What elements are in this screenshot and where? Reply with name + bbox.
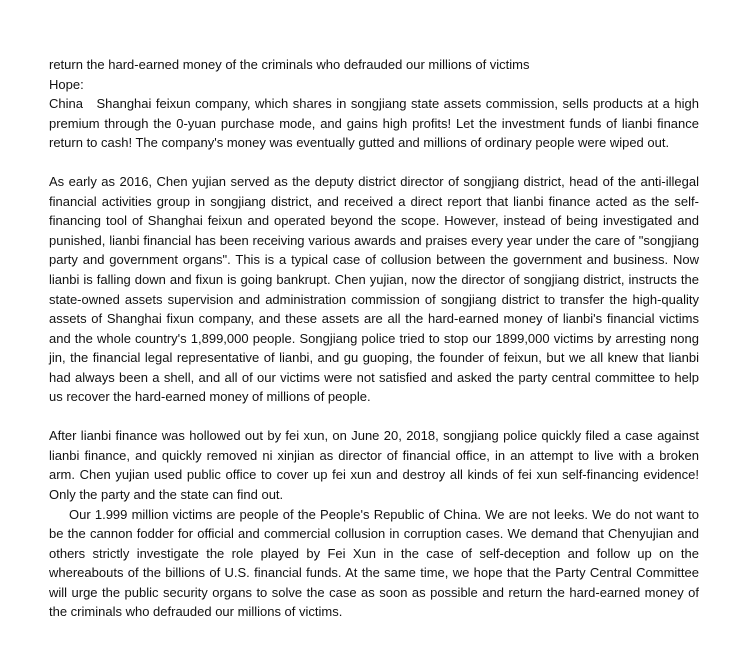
paragraph-spacer <box>49 153 699 173</box>
paragraph-police-case: After lianbi finance was hollowed out by fei xun, on June 20, 2018, songjiang police quickly filed a case against lianbi finance, and quickly removed ni xinjian as director of financial office, in an attempt to live with a broken arm. Chen yujian used public office to cover up fei xun and destroy all kinds of fei xun self-financing evidence! Only the party and the state can find out. <box>49 428 699 503</box>
document-body <box>49 55 699 622</box>
paragraph-spacer <box>49 407 699 427</box>
paragraph-feixun-summary: China Shanghai feixun company, which shares in songjiang state assets commission, sells products at a high premium through the 0-yuan purchase mode, and gains high profits! Let the investment funds of lianbi finance return to cash! The company's money was eventually gutted and millions of ordinary people were wiped out. <box>49 96 699 151</box>
paragraph-chen-yujian-background: As early as 2016, Chen yujian served as the deputy district director of songjiang district, head of the anti-illegal financial activities group in songjiang district, and received a direct report that lianbi finance acted as the self-financing tool of Shanghai feixun and operated beyond the scope. However, instead of being investigated and punished, lianbi financial has been receiving various awards and praises every year under the care of "songjiang party and government organs". This is a typical case of collusion between the government and business. Now lianbi is falling down and fixun is going bankrupt. Chen yujian, now the director of songjiang district, instructs the state-owned assets supervision and administration commission of songjiang district to transfer the high-quality assets of Shanghai fixun company, and these assets are all the hard-earned money of lianbi's financial victims and the whole country's 1,899,000 people. Songjiang police tried to stop our 1899,000 victims by arresting nong jin, the financial legal representative of lianbi, and gu guoping, the founder of feixun, but we all knew that lianbi had always been a shell, and all of our victims were not satisfied and asked the party central committee to help us recover the hard-earned money of millions of people. <box>49 174 699 405</box>
opening-line: return the hard-earned money of the criminals who defrauded our millions of victims <box>49 57 530 72</box>
hope-label: Hope: <box>49 76 84 92</box>
paragraph-victims-demand: Our 1.999 million victims are people of the People's Republic of China. We are not leeks. We do not want to be the cannon fodder for official and commercial collusion in corruption cases. We demand that Chenyujian and others strictly investigate the role played by Fei Xun in the case of self-deception and follow up on the whereabouts of the billions of U.S. financial funds. At the same time, we hope that the Party Central Committee will urge the public security organs to solve the case as soon as possible and return the hard-earned money of the criminals who defrauded our millions of victims. <box>49 506 699 620</box>
